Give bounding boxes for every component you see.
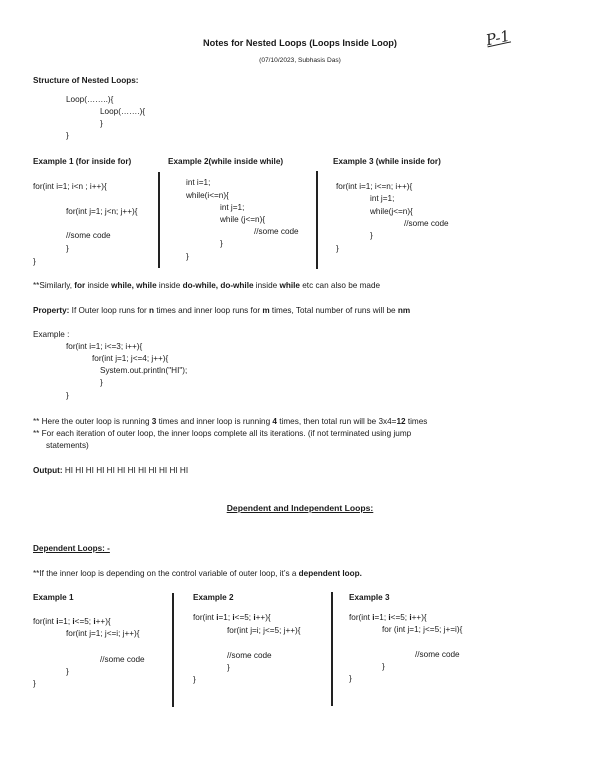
dep-example-1-title: Example 1 [33, 593, 74, 602]
code-line: //some code [415, 650, 460, 659]
code-line: while (j<=n){ [220, 215, 266, 224]
column-divider [316, 171, 318, 269]
code-line: } [349, 674, 352, 683]
iteration-note: ** For each iteration of outer loop, the inner loops complete all its iterations. (if not terminated using jump [33, 429, 412, 438]
code-line: while(j<=n){ [370, 207, 413, 216]
page-subtitle: (07/10/2023, Subhasis Das) [259, 57, 341, 64]
code-line: } [33, 257, 36, 266]
code-line: for(int i=1; i<=3; i++){ [66, 342, 143, 351]
code-line: for(int i=1; i<=5; i++){ [193, 613, 271, 622]
structure-line: Loop(……..){ [66, 95, 114, 104]
structure-line: } [100, 119, 103, 128]
dependent-note: **If the inner loop is depending on the control variable of outer loop, it’s a dependent loop. [33, 569, 362, 578]
code-line: } [220, 239, 223, 248]
code-line: int j=1; [370, 194, 395, 203]
code-line: System.out.println("HI"); [100, 366, 188, 375]
runs-note: ** Here the outer loop is running 3 times and inner loop is running 4 times, then total run will be 3x4=12 times [33, 417, 428, 426]
column-divider [172, 593, 174, 707]
iteration-note-cont: statements) [46, 441, 89, 450]
code-line: //some code [404, 219, 449, 228]
code-line: //some code [66, 231, 111, 240]
output-line: Output: HI HI HI HI HI HI HI HI HI HI HI HI [33, 466, 189, 475]
dep-example-3-title: Example 3 [349, 593, 390, 602]
structure-line: Loop(…….){ [100, 107, 146, 116]
code-line: while(i<=n){ [186, 191, 229, 200]
code-line: } [100, 378, 103, 387]
code-line: for(int i=1; i<n ; i++){ [33, 182, 107, 191]
code-line: } [336, 244, 339, 253]
structure-line: } [66, 131, 69, 140]
property-note: Property: If Outer loop runs for n times and inner loop runs for m times, Total number of runs will be nm [33, 306, 411, 315]
code-line: //some code [254, 227, 299, 236]
example-label: Example : [33, 330, 70, 339]
page-number-handwritten: P-1 [484, 26, 512, 50]
code-line: } [370, 231, 373, 240]
code-line: for(int j=1; j<n; j++){ [66, 207, 138, 216]
code-line: for(int i=1; i<=5; i++){ [33, 617, 111, 626]
example-3-title: Example 3 (while inside for) [333, 157, 441, 166]
section-heading: Dependent and Independent Loops: [226, 503, 374, 513]
code-line: } [33, 679, 36, 688]
code-line: for(int j=1; j<=i; j++){ [66, 629, 140, 638]
code-line: int i=1; [186, 178, 211, 187]
code-line: //some code [227, 651, 272, 660]
column-divider [158, 172, 160, 268]
code-line: for(int j=i; j<=5; j++){ [227, 626, 301, 635]
code-line: //some code [100, 655, 145, 664]
structure-heading: Structure of Nested Loops: [33, 76, 139, 85]
page-title: Notes for Nested Loops (Loops Inside Loop) [203, 38, 397, 48]
code-line: } [186, 252, 189, 261]
similarly-note: **Similarly, for inside while, while inside do-while, do-while inside while etc can also be made [33, 281, 381, 290]
example-1-title: Example 1 (for inside for) [33, 157, 132, 166]
code-line: int j=1; [220, 203, 245, 212]
dependent-heading: Dependent Loops: - [33, 544, 110, 553]
code-line: } [66, 391, 69, 400]
code-line: } [382, 662, 385, 671]
code-line: for(int i=1; i<=n; i++){ [336, 182, 413, 191]
dep-example-2-title: Example 2 [193, 593, 234, 602]
column-divider [331, 592, 333, 706]
code-line: } [66, 667, 69, 676]
code-line: } [193, 675, 196, 684]
example-2-title: Example 2(while inside while) [168, 157, 284, 166]
code-line: for(int i=1; i<=5; i++){ [349, 613, 427, 622]
code-line: for (int j=1; j<=5; j+=i){ [382, 625, 463, 634]
code-line: } [227, 663, 230, 672]
code-line: for(int j=1; j<=4; j++){ [92, 354, 169, 363]
code-line: } [66, 244, 69, 253]
